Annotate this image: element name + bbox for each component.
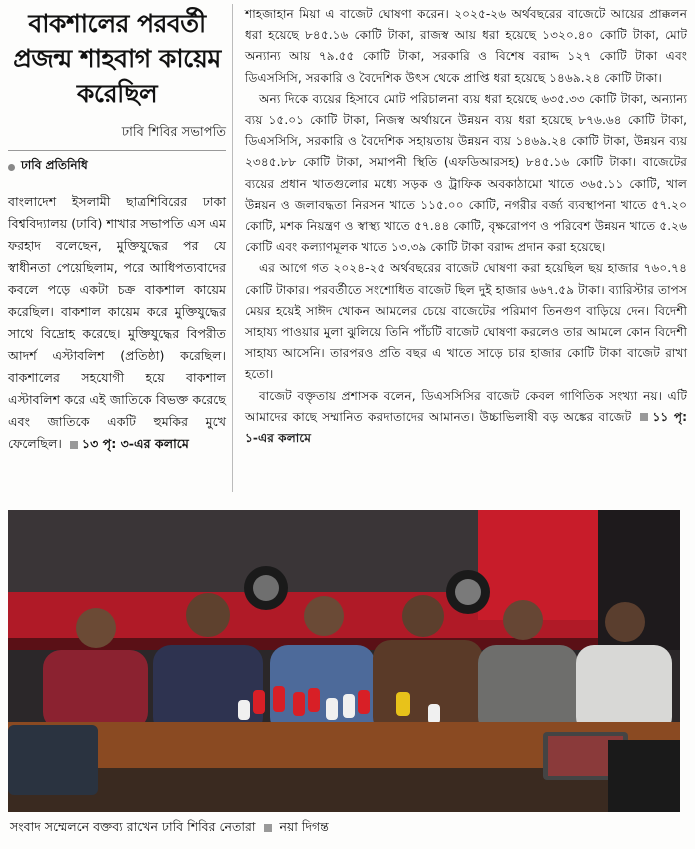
bullet-icon (8, 164, 15, 171)
paragraph (245, 386, 687, 450)
right-article (245, 4, 687, 449)
headline: বাকশালের পরবর্তী প্রজন্ম শাহবাগ কায়েম করেছিল (13, 9, 221, 108)
jump-line: ১৩ পৃ: ৩-এর কলামে (81, 436, 189, 451)
divider (8, 150, 226, 151)
byline-text: ঢাবি প্রতিনিধি (21, 158, 88, 172)
column-divider (232, 4, 233, 492)
body-text: বাংলাদেশ ইসলামী ছাত্রশিবিরের ঢাকা বিশ্ববিদ্যালয় (ঢাবি) শাখার সভাপতি এস এম ফরহাদ বলেছেন, মুক্তিযুদ্ধের পর যে স্বাধীনতা পেয়েছিলাম, পরে আধিপত্যবাদের কবলে পড়ে একটা চক্র বাকশাল কায়েম করেছিল। বাকশাল কায়েম করে মুক্তিযুদ্ধের সাথে বিদ্রোহ করেছে। মুক্তিযুদ্ধের বিপরীত আদর্শ এস্টাবলিশ (প্রতিষ্ঠা) করেছিল। বাকশালের সহযোগী হয়ে বাকশাল এস্টাবলিশ করে এই জাতিকে বিভক্ত করেছে এবং জাতিকে একটি হুমকির মুখে ফেলেছিল। (8, 194, 226, 451)
square-icon (264, 824, 272, 832)
photo-caption (10, 818, 680, 836)
caption-text: সংবাদ সম্মেলনে বক্তব্য রাখেন ঢাবি শিবির নেতারা (10, 819, 256, 834)
paragraph: এর আগে গত ২০২৪-২৫ অর্থবছরের বাজেট ঘোষণা করা হয়েছিল ছয় হাজার ৭৬০.৭৪ কোটি টাকার। পরবর্তীতে সংশোধিত বাজেট ছিল দুই হাজার ৬৬৭.৫৯ টাকা। ব্যারিস্টার তাপস মেয়র হয়েই সাঈদ খোকন আমলের চেয়ে বাজেটের পরিমাণ তিনগুণ বাড়িয়ে দেন। বিদেশী সাহায্য পাওয়ার মুলা ঝুলিয়ে তিনি পাঁচটি বাজেট ঘোষণা করলেও তার আমলে কোন বিদেশী সাহায্য আসেনি। তারপরও প্রতি বছর এ খাতে সাড়ে চার হাজার কোটি টাকা বাজেট রাখা হতো। (245, 261, 687, 382)
paragraph: শাহজাহান মিয়া এ বাজেট ঘোষণা করেন। ২০২৫-২৬ অর্থবছরের বাজেটে আয়ের প্রাক্কলন ধরা হয়েছে ৮৪৫.১৬ কোটি টাকা, রাজস্ব আয় ধরা হয়েছে ১৩২০.৪০ কোটি টাকা, মোট অন্যান্য আয় ৭৯.৫৫ কোটি টাকা, সরকারি ও বিশেষ বরাদ্দ ১২৭ কোটি টাকা এবং ডিএসসিসি, সরকারি ও বৈদেশিক উৎস থেকে প্রাপ্তি ধরা হয়েছে ১৪৬৯.২৪ কোটি টাকা। (245, 7, 687, 85)
jump-line: ১১ পৃ: ১-এর কলামে (245, 409, 688, 446)
photo-credit: নয়া দিগন্ত (279, 819, 329, 834)
photo-illustration (8, 510, 680, 812)
square-icon (640, 413, 648, 421)
square-icon (70, 441, 78, 449)
byline (8, 157, 226, 177)
article-body (8, 191, 226, 455)
press-conference-photo (8, 510, 680, 812)
left-article (8, 6, 226, 455)
kicker: ঢাবি শিবির সভাপতি (121, 125, 226, 140)
paragraph-text: বাজেট বক্তৃতায় প্রশাসক বলেন, ডিএসসিসির বাজেট কেবল গাণিতিক সংখ্যা নয়। এটি আমাদের কাছে সম্মানিত করদাতাদের আমানত। উচ্চাভিলাষী বড় অঙ্কের বাজেট (245, 388, 687, 424)
paragraph: অন্য দিকে ব্যয়ের হিসাবে মোট পরিচালনা ব্যয় ধরা হয়েছে ৬৩৫.৩৩ কোটি টাকা, অন্যান্য ব্যয় ১৫.০১ কোটি টাকা, নিজস্ব অর্থায়নে উন্নয়ন ব্যয় ধরা হয়েছে ৮৭৬.৬৪ কোটি টাকা, ডিএসসিসি, সরকারি ও বৈদেশিক সহায়তায় উন্নয়ন ব্যয় ১৪৬৯.২৪ কোটি টাকা, উন্নয়ন ব্যয় ২৩৪৫.৮৮ কোটি টাকা, সমাপনী স্থিতি (এফডিআরসহ) ৮৪৫.১৬ কোটি টাকা। বাজেটের ব্যয়ের প্রধান খাতগুলোর মধ্যে সড়ক ও ট্রাফিক অবকাঠামো খাতে ৩৬৫.১১ কোটি, খাল উন্নয়ন ও জলাবদ্ধতা নিরসন খাতে ১১৫.০০ কোটি, নগরীর বর্জ্য ব্যবস্থাপনা খাতে ৫৭.২০ কোটি, মশক নিয়ন্ত্রণ ও স্বাস্থ্য খাতে ৫৭.৪৪ কোটি, বৃক্ষরোপণ ও পরিবেশ উন্নয়ন খাতে ৫.২৬ কোটি এবং কল্যাণমূলক খাতে ১৩.৩৯ কোটি টাকা বরাদ্দ প্রদান করা হয়েছে। (245, 91, 687, 255)
